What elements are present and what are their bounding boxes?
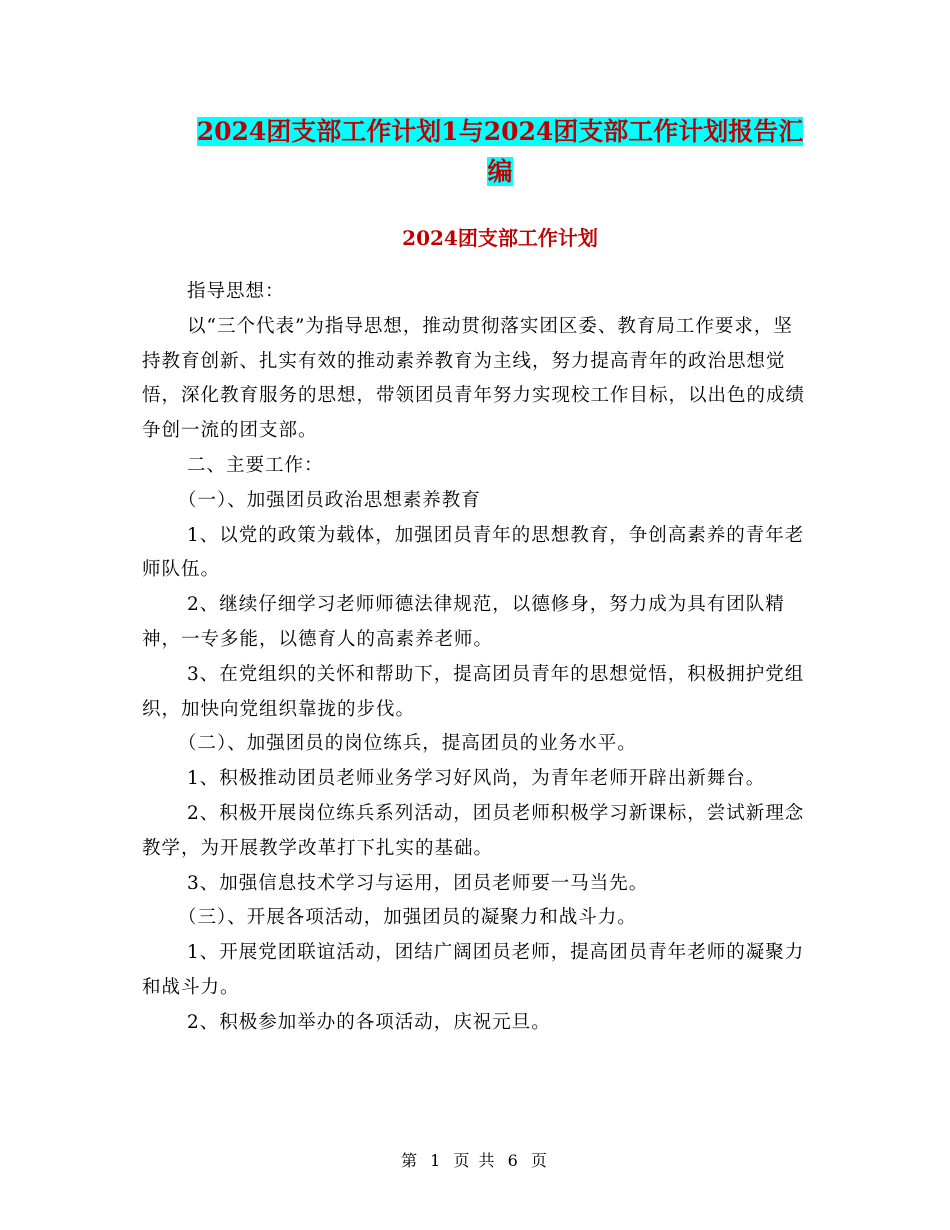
footer-suffix: 页 <box>530 1151 549 1170</box>
footer-prefix: 第 <box>401 1151 420 1170</box>
paragraph-guiding-heading: 指导思想： <box>187 281 285 302</box>
paragraph-item: 2、积极参加举办的各项活动，庆祝元旦。 <box>187 1011 551 1033</box>
section-title: 2024团支部工作计划 <box>402 226 598 250</box>
paragraph-item: 1、以党的政策为载体，加强团员青年的思想教育，争创高素养的青年老师队伍。 <box>142 524 805 581</box>
document-title-line2: 编 <box>487 157 513 186</box>
paragraph-main-work-heading: 二、主要工作： <box>187 454 324 476</box>
document-title-line1: 2024团支部工作计划1与2024团支部工作计划报告汇 <box>196 117 804 146</box>
paragraph-item: 3、在党组织的关怀和帮助下，提高团员青年的思想觉悟，积极拥护党组织，加快向党组织靠拢的步伐。 <box>142 663 805 720</box>
paragraph-guiding-thought: 以“三个代表”为指导思想，推动贯彻落实团区委、教育局工作要求，坚持教育创新、扎实有效的推动素养教育为主线，努力提高青年的政治思想觉悟，深化教育服务的思想，带领团员青年努力实现校工作目标，以出色的成绩争创一流的团支部。 <box>142 315 806 442</box>
page-footer <box>0 1148 950 1171</box>
paragraph-item: 2、继续仔细学习老师师德法律规范，以德修身，努力成为具有团队精神，一专多能，以德育人的高素养老师。 <box>142 594 785 650</box>
paragraph-subheading-2: （二）、加强团员的岗位练兵，提高团员的业务水平。 <box>178 733 637 755</box>
footer-page-number: 1 <box>430 1151 443 1170</box>
paragraph-item: 1、开展党团联谊活动，团结广阔团员老师，提高团员青年老师的凝聚力和战斗力。 <box>142 942 805 998</box>
paragraph-item: 1、积极推动团员老师业务学习好风尚，为青年老师开辟出新舞台。 <box>187 768 766 790</box>
paragraph-subheading-3: （三）、开展各项活动，加强团员的凝聚力和战斗力。 <box>178 907 637 929</box>
document-title <box>150 112 850 192</box>
paragraph-item: 3、加强信息技术学习与运用，团员老师要一马当先。 <box>187 872 649 894</box>
footer-page-total: 6 <box>507 1151 520 1170</box>
document-body <box>142 275 812 1041</box>
paragraph-subheading-1: （一）、加强团员政治思想素养教育 <box>178 489 481 511</box>
paragraph-item: 2、积极开展岗位练兵系列活动，团员老师积极学习新课标，尝试新理念教学，为开展教学改革打下扎实的基础。 <box>142 802 805 859</box>
footer-mid: 页 共 <box>453 1151 497 1170</box>
